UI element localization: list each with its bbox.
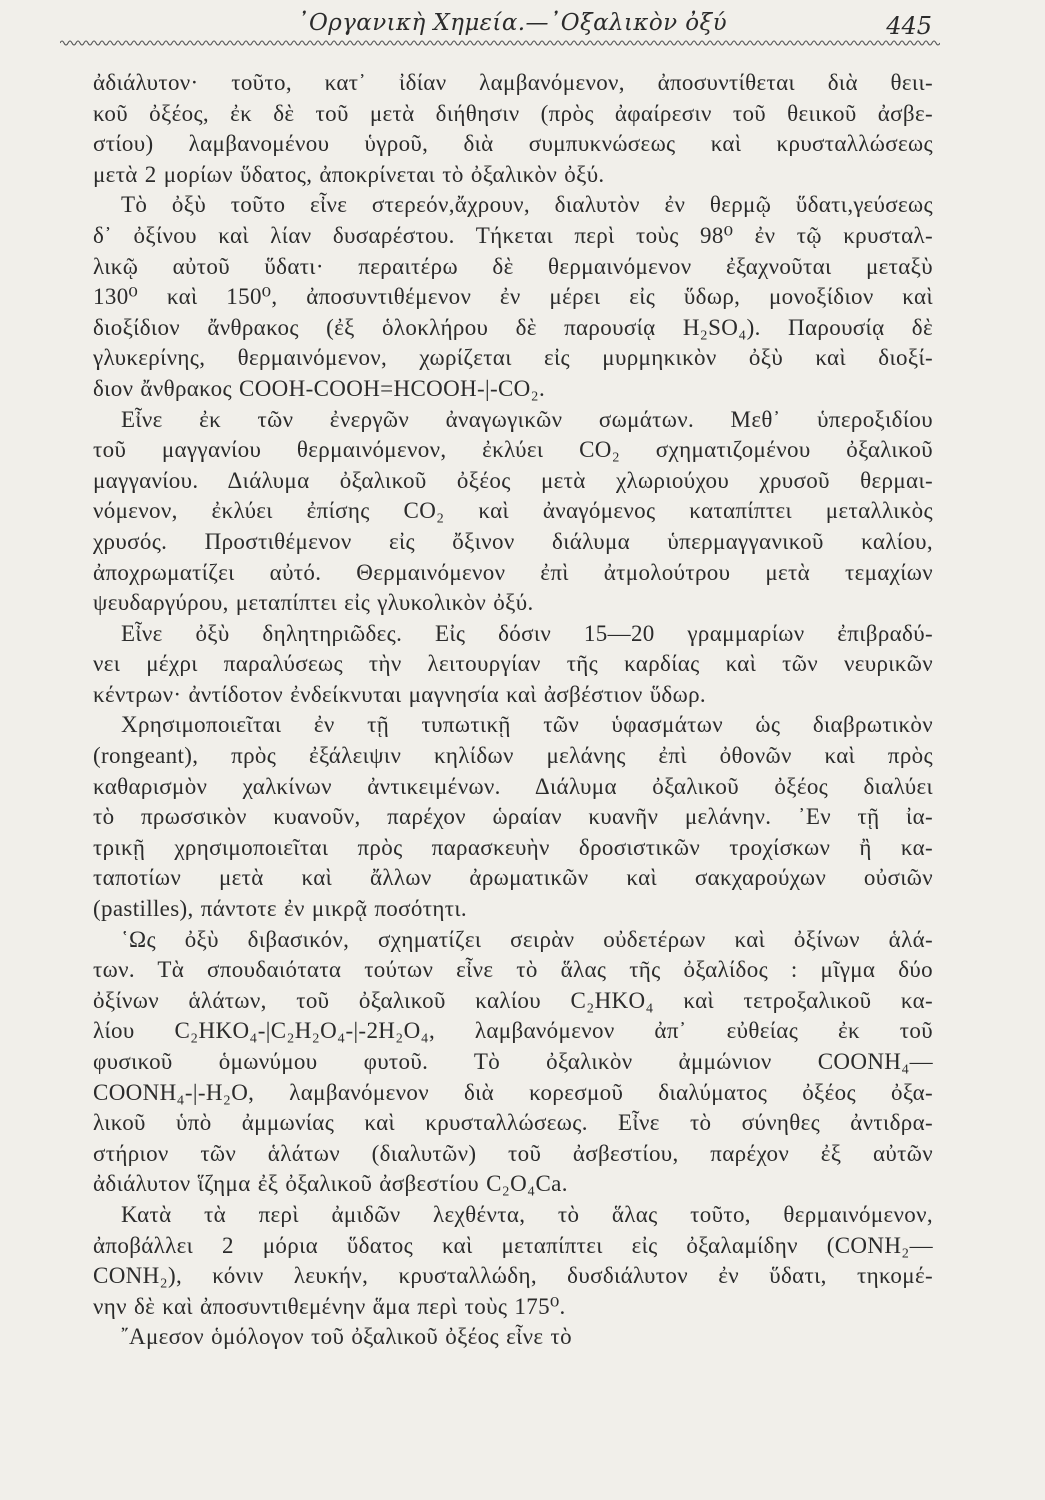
text-line: CONH₂), κόνιν λευκήν, κρυσταλλώδη, δυσδιάλυτον ἐν ὕδατι, τηκομέ- bbox=[93, 1263, 933, 1289]
text-line: λικῷ αὐτοῦ ὕδατι· περαιτέρω δὲ θερμαινόμενον ἐξαχνοῦται μεταξὺ bbox=[93, 253, 933, 279]
text-line: ἀποβάλλει 2 μόρια ὕδατος καὶ μεταπίπτει εἰς ὀξαλαμίδην (CONH₂— bbox=[93, 1232, 933, 1258]
text-line: τὸ πρωσσικὸν κυανοῦν, παρέχον ὡραίαν κυανῆν μελάνην. ᾿Εν τῇ ἰα- bbox=[93, 804, 933, 830]
text-line: (pastilles), πάντοτε ἐν μικρᾷ ποσότητι. bbox=[93, 896, 467, 922]
text-line: ἀποχρωματίζει αὐτό. Θερμαινόμενον ἐπὶ ἀτμολούτρου μετὰ τεμαχίων bbox=[93, 559, 933, 585]
page-number: 445 bbox=[886, 12, 932, 40]
text-line: 130⁰ καὶ 150⁰, ἀποσυντιθέμενον ἐν μέρει εἰς ὕδωρ, μονοξίδιον καὶ bbox=[93, 284, 933, 310]
text-line: καθαρισμὸν χαλκίνων ἀντικειμένων. Διάλυμα ὀξαλικοῦ ὀξέος διαλύει bbox=[93, 773, 933, 799]
text-line: των. Τὰ σπουδαιότατα τούτων εἶνε τὸ ἅλας τῆς ὀξαλίδος : μῖγμα δύο bbox=[93, 957, 933, 983]
text-line: διοξίδιον ἄνθρακος (ἐξ ὁλοκλήρου δὲ παρουσίᾳ H₂SO₄). Παρουσίᾳ δὲ bbox=[93, 314, 933, 340]
text-line: μετὰ 2 μορίων ὕδατος, ἀποκρίνεται τὸ ὀξαλικὸν ὀξύ. bbox=[93, 161, 605, 187]
text-line: δ᾿ ὀξίνου καὶ λίαν δυσαρέστου. Τήκεται περὶ τοὺς 98⁰ ἐν τῷ κρυσταλ- bbox=[93, 222, 933, 248]
text-line: χρυσός. Προστιθέμενον εἰς ὄξινον διάλυμα ὑπερμαγγανικοῦ καλίου, bbox=[93, 528, 933, 554]
text-line: Εἶνε ἐκ τῶν ἐνεργῶν ἀναγωγικῶν σωμάτων. Μεθ᾿ ὑπεροξιδίου bbox=[121, 406, 933, 432]
text-line: λίου C₂HKO₄-|C₂H₂O₄-|-2H₂O₄, λαμβανόμενον ἀπ᾿ εὐθείας ἐκ τοῦ bbox=[93, 1018, 933, 1044]
text-line: Χρησιμοποιεῖται ἐν τῇ τυπωτικῇ τῶν ὑφασμάτων ὡς διαβρωτικὸν bbox=[121, 712, 933, 738]
text-line: Εἶνε ὀξὺ δηλητηριῶδες. Εἰς δόσιν 15—20 γραμμαρίων ἐπιβραδύ- bbox=[121, 620, 933, 646]
decorative-rule bbox=[60, 38, 940, 48]
text-line: νει μέχρι παραλύσεως τὴν λειτουργίαν τῆς καρδίας καὶ τῶν νευρικῶν bbox=[93, 651, 933, 677]
text-line: στίου) λαμβανομένου ὑγροῦ, διὰ συμπυκνώσεως καὶ κρυσταλλώσεως bbox=[93, 131, 933, 157]
text-line: ὀξίνων ἁλάτων, τοῦ ὀξαλικοῦ καλίου C₂HKO₄ καὶ τετροξαλικοῦ κα- bbox=[93, 987, 933, 1013]
text-line: νην δὲ καὶ ἀποσυντιθεμένην ἅμα περὶ τοὺς 175⁰. bbox=[93, 1293, 566, 1319]
text-line: ἀδιάλυτον· τοῦτο, κατ᾿ ἰδίαν λαμβανόμενον, ἀποσυντίθεται διὰ θειι- bbox=[93, 70, 933, 95]
text-line: (rongeant), πρὸς ἐξάλειψιν κηλίδων μελάνης ἐπὶ ὀθονῶν καὶ πρὸς bbox=[93, 743, 933, 769]
text-line: ῾Ως ὀξὺ διβασικόν, σχηματίζει σειρὰν οὐδετέρων καὶ ὀξίνων ἁλά- bbox=[121, 926, 933, 952]
text-line: ψευδαργύρου, μεταπίπτει εἰς γλυκολικὸν ὀξύ. bbox=[93, 590, 534, 616]
text-line: τρικῇ χρησιμοποιεῖται πρὸς παρασκευὴν δροσιστικῶν τροχίσκων ἢ κα- bbox=[93, 834, 933, 860]
text-line: κέντρων· ἀντίδοτον ἐνδείκνυται μαγνησία καὶ ἀσβέστιον ὕδωρ. bbox=[93, 681, 707, 707]
text-line: λικοῦ ὑπὸ ἀμμωνίας καὶ κρυσταλλώσεως. Εἶνε τὸ σύνηθες ἀντιδρα- bbox=[93, 1110, 933, 1136]
text-line: διον ἄνθρακος COOH-COOH=HCOOH-|-CO₂. bbox=[93, 375, 546, 401]
text-line: κοῦ ὀξέος, ἐκ δὲ τοῦ μετὰ διήθησιν (πρὸς ἀφαίρεσιν τοῦ θειικοῦ ἀσβε- bbox=[93, 100, 933, 126]
text-line: στήριον τῶν ἁλάτων (διαλυτῶν) τοῦ ἀσβεστίου, παρέχον ἐξ αὐτῶν bbox=[93, 1140, 933, 1166]
text-line: ῎Αμεσον ὁμόλογον τοῦ ὀξαλικοῦ ὀξέος εἶνε τὸ bbox=[121, 1324, 572, 1350]
text-line: νόμενον, ἐκλύει ἐπίσης CO₂ καὶ ἀναγόμενος καταπίπτει μεταλλικὸς bbox=[93, 498, 933, 524]
body-text bbox=[93, 68, 933, 1353]
text-line: Κατὰ τὰ περὶ ἀμιδῶν λεχθέντα, τὸ ἅλας τοῦτο, θερμαινόμενον, bbox=[121, 1201, 933, 1227]
text-line: φυσικοῦ ὁμωνύμου φυτοῦ. Τὸ ὀξαλικὸν ἀμμώνιον COONH₄— bbox=[93, 1049, 933, 1074]
text-line: COONH₄-|-H₂O, λαμβανόμενον διὰ κορεσμοῦ διαλύματος ὀξέος ὀξα- bbox=[93, 1079, 933, 1105]
text-line: μαγγανίου. Διάλυμα ὀξαλικοῦ ὀξέος μετὰ χλωριούχου χρυσοῦ θερμαι- bbox=[93, 467, 933, 493]
text-line: γλυκερίνης, θερμαινόμενον, χωρίζεται εἰς μυρμηκικὸν ὀξὺ καὶ διοξί- bbox=[93, 345, 933, 371]
text-line: τοῦ μαγγανίου θερμαινόμενον, ἐκλύει CO₂ σχηματιζομένου ὀξαλικοῦ bbox=[93, 437, 933, 463]
text-line: Τὸ ὀξὺ τοῦτο εἶνε στερεόν,ἄχρουν, διαλυτὸν ἐν θερμῷ ὕδατι,γεύσεως bbox=[121, 192, 933, 218]
text-line: ἀδιάλυτον ἵζημα ἐξ ὀξαλικοῦ ἀσβεστίου C₂O₄Ca. bbox=[93, 1171, 568, 1197]
running-title: ᾿Οργανικὴ Χημεία.—᾿Οξαλικὸν ὀξύ bbox=[297, 10, 727, 36]
page-header bbox=[92, 10, 932, 40]
text-line: ταποτίων μετὰ καὶ ἄλλων ἀρωματικῶν καὶ σακχαρούχων οὐσιῶν bbox=[93, 865, 933, 891]
